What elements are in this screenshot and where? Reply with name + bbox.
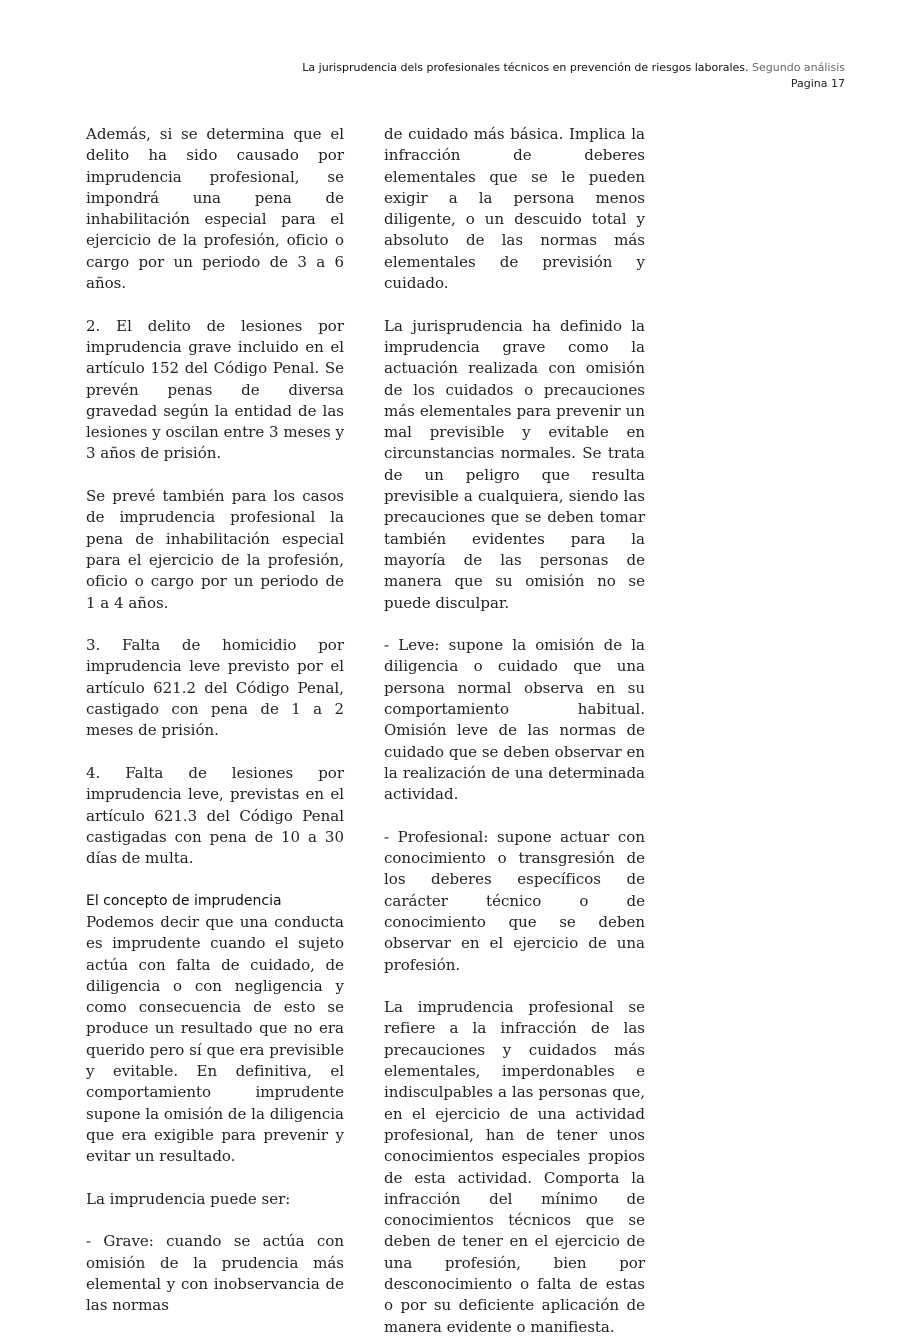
paragraph: La imprudencia profesional se refiere a la infracción de las precauciones y cuidados más elementales, imperdonables e indisculpables a las personas que, en el ejercicio de una actividad profesional, han de tener unos conocimientos especiales propios de esta actividad. Comporta la infracción del mínimo de conocimientos técnicos que se deben de tener en el ejercicio de una profesión, bien por desconocimiento o falta de estas o por su deficiente aplicación de manera evidente o manifiesta. (384, 998, 645, 1336)
paragraph: - Grave: cuando se actúa con omisión de la prudencia más elemental y con inobservancia de las normas (86, 1232, 344, 1315)
paragraph: Se prevé también para los casos de imprudencia profesional la pena de inhabilitación especial para el ejercicio de la profesión, oficio o cargo por un periodo de 1 a 4 años. (86, 487, 344, 612)
paragraph: 4. Falta de lesiones por imprudencia leve, previstas en el artículo 621.3 del Código Penal castigadas con pena de 10 a 30 días de multa. (86, 763, 344, 868)
paragraph: La jurisprudencia ha definido la imprudencia grave como la actuación realizada con omisión de los cuidados o precauciones más elementales para prevenir un mal previsible y evitable en circunstancias normales. Se trata de un peligro que resulta previsible a cualquiera, siendo las precauciones que se deben tomar también evidentes para la mayoría de las personas de manera que su omisión no se puede disculpar. (384, 316, 645, 612)
paragraph: 3. Falta de homicidio por imprudencia leve previsto por el artículo 621.2 del Código Penal, castigado con pena de 1 a 2 meses de prisión. (86, 636, 344, 740)
header-title-line (302, 60, 845, 76)
right-column (384, 124, 645, 1338)
left-column (86, 124, 344, 1317)
paragraph: Podemos decir que una conducta es imprudente cuando el sujeto actúa con falta de cuidado, de diligencia o con negligencia y como consecuencia de esto se produce un resultado que no era querido pero sí que era previsible y evitable. En definitiva, el comportamiento imprudente supone la omisión de la diligencia que era exigible para prevenir y evitar un resultado. (86, 912, 344, 1166)
paragraph: de cuidado más básica. Implica la infracción de deberes elementales que se le pueden exigir a la persona menos diligente, o un descuido total y absoluto de las normas más elementales de previsión y cuidado. (384, 125, 645, 293)
paragraph: La imprudencia puede ser: (86, 1189, 291, 1208)
paragraph: Además, si se determina que el delito ha sido causado por imprudencia profesional, se impondrá una pena de inhabilitación especial para el ejercicio de la profesión, oficio o cargo por un periodo de 3 a 6 años. (86, 125, 344, 293)
paragraph: - Leve: supone la omisión de la diligencia o cuidado que una persona normal observa en su comportamiento habitual. Omisión leve de las normas de cuidado que se deben observar en la realización de una determinada actividad. (384, 636, 645, 804)
document-subtitle: Segundo análisis (752, 61, 845, 74)
page-header (302, 60, 845, 92)
section-heading: El concepto de imprudencia (86, 892, 282, 909)
document-title: La jurisprudencia dels profesionales técnicos en prevención de riesgos laborales. (302, 61, 749, 74)
paragraph: - Profesional: supone actuar con conocimiento o transgresión de los deberes específicos de carácter técnico o de conocimiento que se deben observar en el ejercicio de una profesión. (384, 827, 645, 974)
paragraph: 2. El delito de lesiones por imprudencia grave incluido en el artículo 152 del Código Penal. Se prevén penas de diversa gravedad según la entidad de las lesiones y oscilan entre 3 meses y 3 años de prisión. (86, 316, 344, 463)
page-number: Pagina 17 (790, 77, 845, 90)
